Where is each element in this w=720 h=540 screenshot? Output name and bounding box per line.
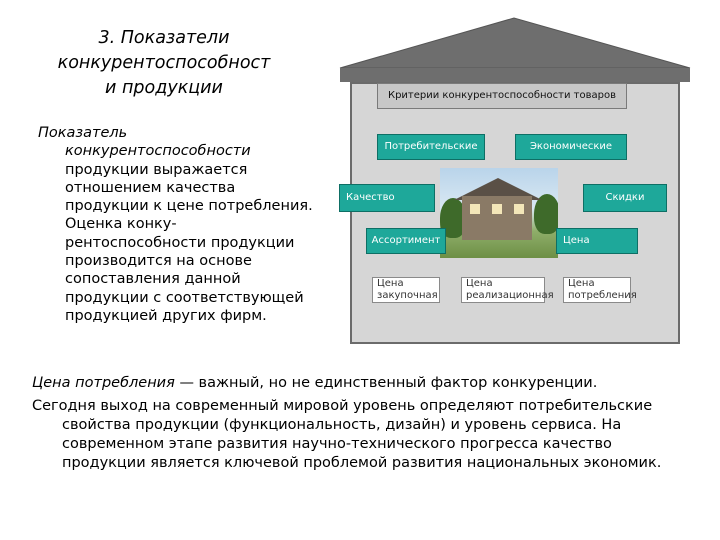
bottom-paragraph-1-rest: — важный, но не единственный фактор конкуренции. xyxy=(174,375,598,391)
photo-building xyxy=(462,196,532,240)
lead-body xyxy=(38,142,313,325)
discounts-box: Скидки xyxy=(583,184,667,212)
consumption-price-box: Цена потребления xyxy=(563,277,631,303)
assortment-box: Ассортимент xyxy=(366,228,446,254)
bottom-paragraph-2: Сегодня выход на современный мировой уровень определяют потребительские свойства продукции (функциональность, дизайн) и уровень сервиса. На современном этапе развития научно-технического прогресса качество продукции является ключевой проблемой развития национальных экономик. xyxy=(32,398,662,471)
lead-italic-word: конкурентоспособности xyxy=(65,143,251,160)
photo-window xyxy=(514,204,524,214)
quality-box: Качество xyxy=(339,184,435,212)
criteria-box: Критерии конкурентоспособности товаров xyxy=(377,83,627,109)
economic-box: Экономические xyxy=(515,134,627,160)
house-photo xyxy=(440,168,558,258)
lead-first-word: Показатель xyxy=(38,125,128,141)
bottom-paragraph-1 xyxy=(32,374,692,393)
house-roof xyxy=(322,14,708,86)
photo-window xyxy=(492,204,502,214)
title-line-1: 3. Показатели xyxy=(98,28,230,48)
tree-right xyxy=(534,194,558,234)
bottom-text xyxy=(32,374,692,477)
title-line-2: конкурентоспособност xyxy=(57,53,271,73)
lead-paragraph xyxy=(38,124,313,325)
purchase-price-box: Цена закупочная xyxy=(372,277,440,303)
lead-rest-text: продукции выражается отношением качества продукции к цене потребления. Оценка конку-рентоспособности продукции производится на основе сопоставления данной продукции с соответствующей продукцией других фирм. xyxy=(65,161,313,324)
consumer-box: Потребительские xyxy=(377,134,485,160)
price-box: Цена xyxy=(556,228,638,254)
photo-window xyxy=(470,204,480,214)
slide-title xyxy=(30,26,298,101)
price-of-consumption-term: Цена потребления xyxy=(32,375,175,391)
title-line-3: и продукции xyxy=(105,78,223,98)
sale-price-box: Цена реализационная xyxy=(461,277,545,303)
